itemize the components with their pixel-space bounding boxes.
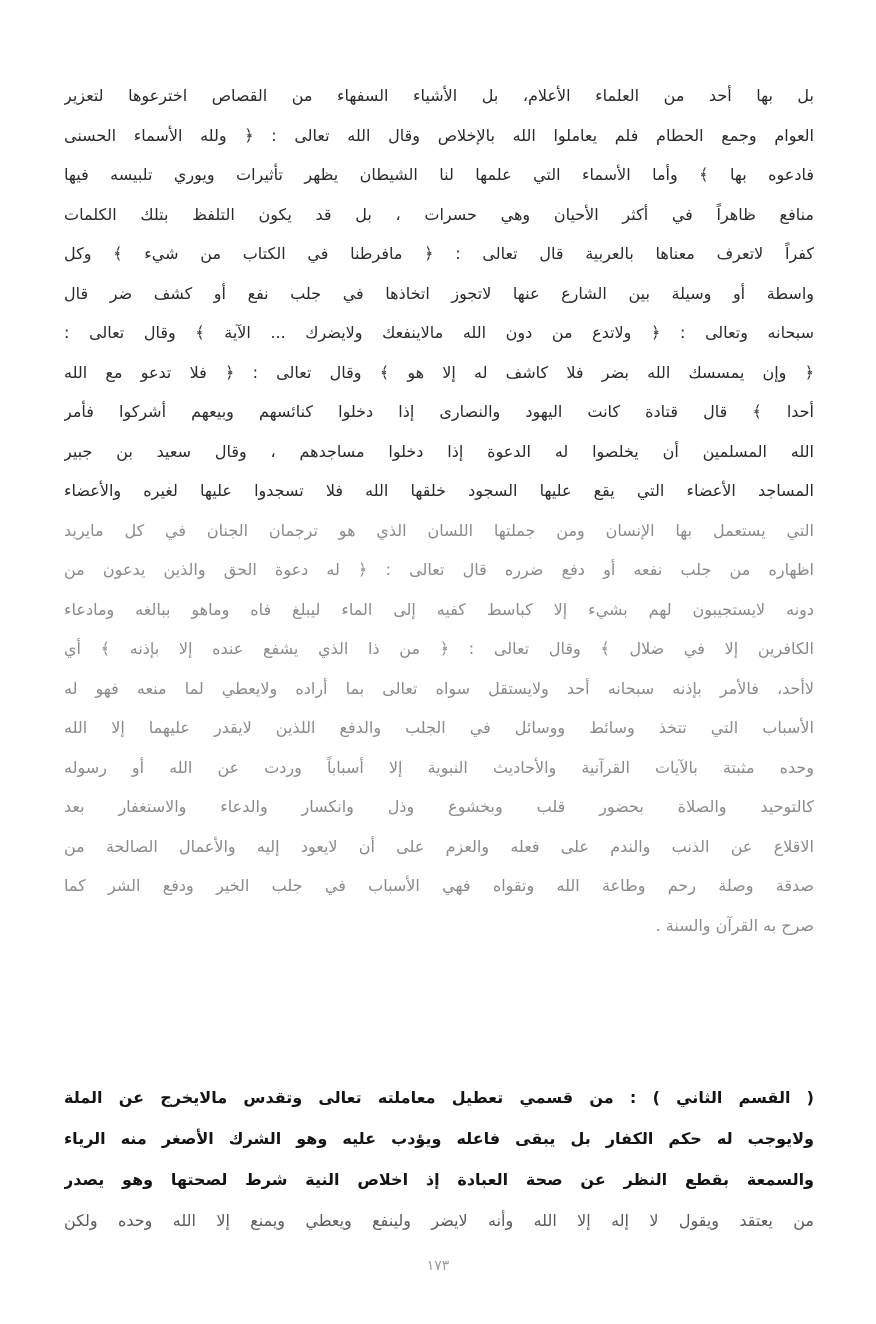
text-line: منافع ظاهراً في أكثر الأحيان وهي حسرات ، بل قد يكون التلفظ بتلك الكلمات <box>64 204 814 224</box>
text-line: اظهاره من جلب نفعه أو دفع ضرره قال تعالى : ﴿ له دعوة الحق والذين يدعون من <box>64 560 814 579</box>
text-line: المساجد الأعضاء التي يقع عليها السجود خلقها الله فلا تسجدوا عليها لغيره والأعضاء <box>64 481 814 500</box>
text-line: لاأحد، فالأمر بإذنه سبحانه أحد ولايستقل سواه تعالى بما أراده ولايعطي لما منعه فهو له <box>64 678 814 698</box>
text-line: العوام وجمع الحطام فلم يعاملوا الله بالإخلاص وقال الله تعالى : ﴿ ولله الأسماء الحسنى <box>64 125 814 145</box>
text-line: فادعوه بها ﴾ وأما الأسماء التي علمها لنا الشيطان يظهر تأثيرات ويوري تلبيسه فيها <box>64 165 814 184</box>
text-line: ( القسم الثاني ) : من قسمي تعطيل معاملته تعالى وتقدس مالايخرج عن الملة <box>64 1088 814 1107</box>
text-line: سبحانه وتعالى : ﴿ ولاتدع من دون الله مالاينفعك ولايضرك ... الآية ﴾ وقال تعالى : <box>64 323 814 342</box>
text-line: صرح به القرآن والسنة . <box>655 915 814 935</box>
text-line: الأسباب التي تتخذ وسائط ووسائل في الجلب والدفع اللذين لايقدر عليهما إلا الله <box>64 718 814 737</box>
paragraph-one <box>64 76 814 945</box>
text-line: كالتوحيد والصلاة بحضور قلب وبخشوع وذل وانكسار والدعاء والاستغفار بعد <box>64 797 814 816</box>
text-line: ولايوجب له حكم الكفار بل يبقى فاعله ويؤدب عليه وهو الشرك الأصغر منه الرياء <box>64 1129 814 1148</box>
page-number: ١٧٣ <box>426 1258 450 1274</box>
text-line: الاقلاع عن الذنب والندم على فعله والعزم على أن لايعود إليه والأعمال الصالحة من <box>64 836 814 856</box>
text-line: دونه لايستجيبون لهم بشيء إلا كباسط كفيه إلى الماء ليبلغ فاه وماهو ببالغه ومادعاء <box>64 599 814 619</box>
paragraph-two <box>64 1077 814 1241</box>
text-line: صدقة وصلة رحم وطاعة الله وتقواه فهي الأسباب في جلب الخير ودفع الشر كما <box>64 876 814 895</box>
text-line: كفراً لاتعرف معناها بالعربية قال تعالى : ﴿ مافرطنا في الكتاب من شيء ﴾ وكل <box>64 244 814 263</box>
text-line: والسمعة بقطع النظر عن صحة العبادة إذ اخلاص النية شرط لصحتها وهو يصدر <box>64 1170 814 1189</box>
text-line: التي يستعمل بها الإنسان ومن جملتها اللسان الذي هو ترجمان الجنان في كل مايريد <box>64 520 814 540</box>
text-line: ﴿ وإن يمسسك الله بضر فلا كاشف له إلا هو ﴾ وقال تعالى : ﴿ فلا تدعو مع الله <box>64 362 814 382</box>
text-line: بل بها أحد من العلماء الأعلام، بل الأشياء السفهاء من القصاص اخترعوها لتعزير <box>64 86 814 105</box>
text-line: واسطة أو وسيلة بين الشارع عنها لاتجوز اتخاذها في جلب نفع أو كشف ضر قال <box>64 283 814 303</box>
text-line: وحده مثبتة بالآيات القرآنية والأحاديث النبوية إلا أسباباً وردت عن الله أو رسوله <box>64 757 814 777</box>
text-line: الله المسلمين أن يخلصوا له الدعوة إذا دخلوا مساجدهم ، وقال سعيد بن جبير <box>64 441 814 461</box>
text-line: من يعتقد ويقول لا إله إلا الله وأنه لايضر ولينفع ويعطي ويمنع إلا الله وحده ولكن <box>64 1211 814 1230</box>
text-line: الكافرين إلا في ضلال ﴾ وقال تعالى : ﴿ من ذا الذي يشفع عنده إلا بإذنه ﴾ أي <box>64 639 814 658</box>
text-line: أحدا ﴾ قال قتادة كانت اليهود والنصارى إذا دخلوا كنائسهم وبيعهم أشركوا فأمر <box>64 402 814 421</box>
